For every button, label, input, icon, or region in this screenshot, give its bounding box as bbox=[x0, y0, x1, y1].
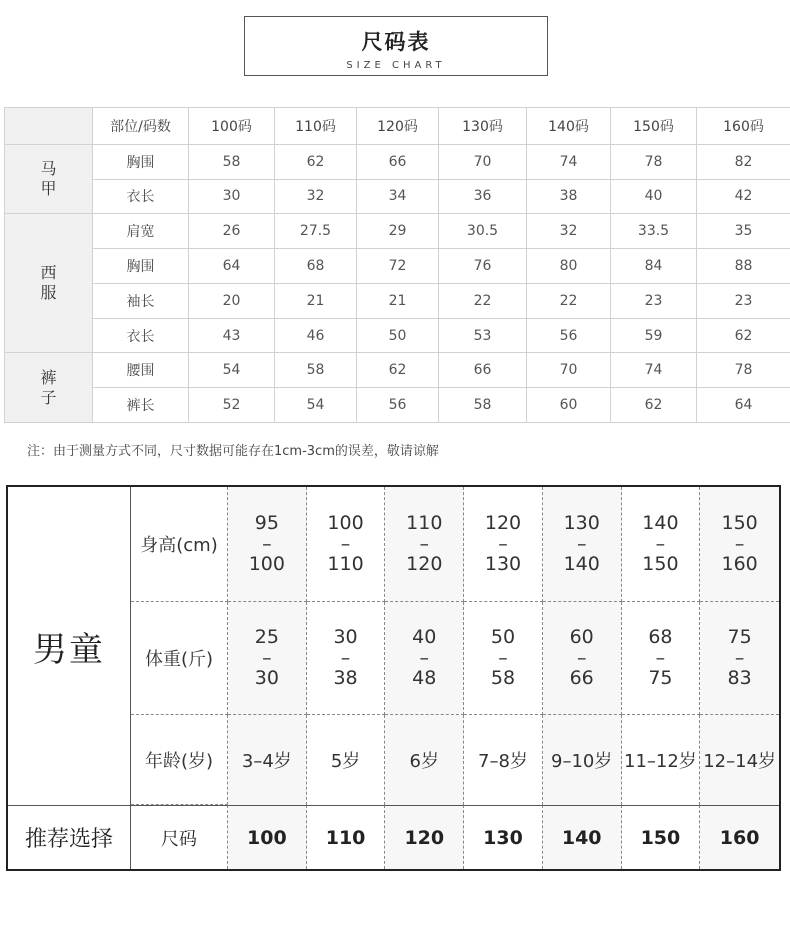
range-stack bbox=[406, 513, 442, 575]
table-row bbox=[5, 144, 790, 179]
value-cell: 84 bbox=[611, 249, 697, 284]
range-dash: – bbox=[419, 647, 430, 669]
range-high: 38 bbox=[333, 667, 358, 689]
range-low: 30 bbox=[333, 626, 358, 648]
age-row-label: 年龄(岁) bbox=[131, 715, 228, 805]
size-cell: 130 bbox=[464, 805, 543, 869]
category-char: 子 bbox=[40, 387, 57, 407]
value-cell: 21 bbox=[357, 283, 439, 318]
age-cell: 9–10岁 bbox=[543, 715, 622, 805]
value-cell: 30.5 bbox=[439, 214, 527, 249]
range-dash: – bbox=[734, 533, 745, 555]
range-high: 30 bbox=[254, 667, 279, 689]
value-cell: 88 bbox=[697, 249, 790, 284]
value-cell: 26 bbox=[189, 214, 275, 249]
range-low: 130 bbox=[563, 512, 600, 534]
value-cell: 23 bbox=[611, 283, 697, 318]
range-dash: – bbox=[340, 533, 351, 555]
part-size-header: 部位/码数 bbox=[93, 108, 189, 145]
size-header-cell: 110码 bbox=[275, 108, 357, 145]
value-cell: 32 bbox=[275, 179, 357, 214]
category-char: 服 bbox=[40, 283, 57, 303]
value-cell: 42 bbox=[697, 179, 790, 214]
range-high: 83 bbox=[727, 667, 752, 689]
part-cell: 胸围 bbox=[93, 249, 189, 284]
size-cell: 150 bbox=[622, 805, 701, 869]
range-stack bbox=[485, 513, 521, 575]
size-cell: 160 bbox=[700, 805, 779, 869]
table-row bbox=[5, 214, 790, 249]
size-table-header-row bbox=[5, 108, 790, 145]
table-row bbox=[5, 179, 790, 214]
table-row bbox=[5, 388, 790, 423]
range-high: 130 bbox=[484, 553, 522, 575]
table-row bbox=[5, 283, 790, 318]
part-cell: 裤长 bbox=[93, 388, 189, 423]
height-cell bbox=[700, 487, 779, 602]
range-dash: – bbox=[576, 647, 587, 669]
range-stack bbox=[412, 627, 436, 689]
recommendation-table bbox=[6, 485, 781, 871]
range-stack bbox=[327, 513, 363, 575]
title-box bbox=[244, 16, 548, 76]
range-low: 25 bbox=[254, 626, 279, 648]
value-cell: 46 bbox=[275, 318, 357, 353]
weight-cell bbox=[307, 602, 386, 715]
range-stack bbox=[491, 627, 515, 689]
category-cell bbox=[5, 353, 93, 423]
value-cell: 62 bbox=[357, 353, 439, 388]
range-dash: – bbox=[655, 647, 666, 669]
age-cell: 6岁 bbox=[385, 715, 464, 805]
value-cell: 74 bbox=[611, 353, 697, 388]
recommendation-grid bbox=[8, 487, 779, 869]
range-high: 160 bbox=[721, 553, 758, 575]
range-stack bbox=[333, 627, 357, 689]
range-high: 120 bbox=[406, 553, 443, 575]
value-cell: 66 bbox=[357, 144, 439, 179]
age-cell: 5岁 bbox=[307, 715, 386, 805]
part-cell: 肩宽 bbox=[93, 214, 189, 249]
weight-cell bbox=[543, 602, 622, 715]
value-cell: 23 bbox=[697, 283, 790, 318]
size-header-cell: 120码 bbox=[357, 108, 439, 145]
value-cell: 21 bbox=[275, 283, 357, 318]
value-cell: 70 bbox=[439, 144, 527, 179]
range-dash: – bbox=[262, 647, 272, 669]
weight-cell bbox=[228, 602, 307, 715]
value-cell: 38 bbox=[527, 179, 611, 214]
value-cell: 27.5 bbox=[275, 214, 357, 249]
weight-cell bbox=[622, 602, 701, 715]
value-cell: 22 bbox=[527, 283, 611, 318]
range-dash: – bbox=[655, 533, 666, 555]
range-stack bbox=[728, 627, 752, 689]
part-cell: 胸围 bbox=[93, 144, 189, 179]
value-cell: 56 bbox=[357, 388, 439, 423]
category-cell bbox=[5, 144, 93, 214]
value-cell: 76 bbox=[439, 249, 527, 284]
range-stack bbox=[564, 513, 600, 575]
table-row bbox=[5, 249, 790, 284]
value-cell: 52 bbox=[189, 388, 275, 423]
range-high: 100 bbox=[248, 553, 285, 575]
height-cell bbox=[464, 487, 543, 602]
category-char: 甲 bbox=[40, 179, 57, 199]
range-high: 58 bbox=[490, 667, 516, 689]
range-stack bbox=[570, 627, 594, 689]
value-cell: 54 bbox=[189, 353, 275, 388]
value-cell: 60 bbox=[527, 388, 611, 423]
range-dash: – bbox=[498, 647, 508, 669]
category-cell bbox=[5, 214, 93, 353]
range-high: 140 bbox=[563, 553, 600, 575]
weight-cell bbox=[700, 602, 779, 715]
height-cell bbox=[543, 487, 622, 602]
height-cell bbox=[228, 487, 307, 602]
range-high: 66 bbox=[569, 667, 594, 689]
value-cell: 62 bbox=[611, 388, 697, 423]
value-cell: 74 bbox=[527, 144, 611, 179]
value-cell: 58 bbox=[439, 388, 527, 423]
age-cell: 3–4岁 bbox=[228, 715, 307, 805]
value-cell: 72 bbox=[357, 249, 439, 284]
value-cell: 43 bbox=[189, 318, 275, 353]
age-cell: 12–14岁 bbox=[700, 715, 779, 805]
value-cell: 66 bbox=[439, 353, 527, 388]
value-cell: 80 bbox=[527, 249, 611, 284]
range-high: 110 bbox=[327, 553, 364, 575]
size-header-cell: 100码 bbox=[189, 108, 275, 145]
range-stack bbox=[722, 513, 758, 575]
value-cell: 58 bbox=[189, 144, 275, 179]
range-dash: – bbox=[419, 533, 430, 555]
value-cell: 32 bbox=[527, 214, 611, 249]
value-cell: 70 bbox=[527, 353, 611, 388]
size-table-corner bbox=[5, 108, 93, 145]
range-dash: – bbox=[498, 533, 508, 555]
height-row-label: 身高(cm) bbox=[131, 487, 228, 602]
size-header-cell: 130码 bbox=[439, 108, 527, 145]
value-cell: 34 bbox=[357, 179, 439, 214]
value-cell: 30 bbox=[189, 179, 275, 214]
value-cell: 68 bbox=[275, 249, 357, 284]
range-low: 60 bbox=[569, 626, 594, 648]
table-row bbox=[5, 353, 790, 388]
part-cell: 袖长 bbox=[93, 283, 189, 318]
value-cell: 78 bbox=[611, 144, 697, 179]
page-subtitle: SIZE CHART bbox=[346, 60, 446, 71]
weight-cell bbox=[464, 602, 543, 715]
size-row-label: 尺码 bbox=[131, 805, 228, 869]
value-cell: 53 bbox=[439, 318, 527, 353]
height-cell bbox=[622, 487, 701, 602]
value-cell: 36 bbox=[439, 179, 527, 214]
size-cell: 100 bbox=[228, 805, 307, 869]
range-low: 95 bbox=[254, 512, 279, 534]
range-low: 50 bbox=[490, 626, 516, 648]
value-cell: 58 bbox=[275, 353, 357, 388]
range-low: 120 bbox=[484, 512, 522, 534]
age-cell: 11–12岁 bbox=[622, 715, 701, 805]
part-cell: 衣长 bbox=[93, 318, 189, 353]
category-char: 裤 bbox=[40, 367, 57, 387]
size-chart-table bbox=[4, 107, 790, 423]
value-cell: 22 bbox=[439, 283, 527, 318]
value-cell: 29 bbox=[357, 214, 439, 249]
size-header-cell: 140码 bbox=[527, 108, 611, 145]
size-header-cell: 160码 bbox=[697, 108, 790, 145]
recommend-select-label: 推荐选择 bbox=[8, 805, 131, 869]
value-cell: 59 bbox=[611, 318, 697, 353]
part-cell: 衣长 bbox=[93, 179, 189, 214]
page-title: 尺码表 bbox=[361, 30, 431, 54]
value-cell: 50 bbox=[357, 318, 439, 353]
range-low: 150 bbox=[721, 512, 758, 534]
value-cell: 54 bbox=[275, 388, 357, 423]
range-high: 150 bbox=[642, 553, 679, 575]
value-cell: 20 bbox=[189, 283, 275, 318]
range-stack bbox=[642, 513, 678, 575]
range-low: 40 bbox=[412, 626, 437, 648]
range-dash: – bbox=[262, 533, 272, 555]
category-char: 马 bbox=[40, 159, 57, 179]
value-cell: 35 bbox=[697, 214, 790, 249]
range-dash: – bbox=[340, 647, 351, 669]
table-row bbox=[5, 318, 790, 353]
range-stack bbox=[249, 513, 285, 575]
range-high: 75 bbox=[648, 667, 673, 689]
weight-cell bbox=[385, 602, 464, 715]
value-cell: 62 bbox=[275, 144, 357, 179]
size-cell: 110 bbox=[307, 805, 386, 869]
range-stack bbox=[648, 627, 672, 689]
height-cell bbox=[307, 487, 386, 602]
age-cell: 7–8岁 bbox=[464, 715, 543, 805]
range-stack bbox=[255, 627, 279, 689]
height-cell bbox=[385, 487, 464, 602]
category-char: 西 bbox=[40, 263, 57, 283]
boys-label: 男童 bbox=[8, 487, 131, 805]
value-cell: 64 bbox=[697, 388, 790, 423]
range-dash: – bbox=[576, 533, 587, 555]
value-cell: 33.5 bbox=[611, 214, 697, 249]
measurement-note: 注：由于测量方式不同，尺寸数据可能存在1cm-3cm的误差，敬请谅解 bbox=[27, 444, 439, 459]
range-low: 110 bbox=[406, 512, 443, 534]
value-cell: 82 bbox=[697, 144, 790, 179]
value-cell: 78 bbox=[697, 353, 790, 388]
value-cell: 40 bbox=[611, 179, 697, 214]
weight-row-label: 体重(斤) bbox=[131, 602, 228, 715]
range-low: 100 bbox=[327, 512, 364, 534]
size-cell: 140 bbox=[543, 805, 622, 869]
range-high: 48 bbox=[412, 667, 437, 689]
range-low: 68 bbox=[648, 626, 673, 648]
size-header-cell: 150码 bbox=[611, 108, 697, 145]
range-dash: – bbox=[734, 647, 745, 669]
value-cell: 62 bbox=[697, 318, 790, 353]
size-cell: 120 bbox=[385, 805, 464, 869]
range-low: 140 bbox=[642, 512, 679, 534]
range-low: 75 bbox=[727, 626, 752, 648]
value-cell: 56 bbox=[527, 318, 611, 353]
value-cell: 64 bbox=[189, 249, 275, 284]
part-cell: 腰围 bbox=[93, 353, 189, 388]
